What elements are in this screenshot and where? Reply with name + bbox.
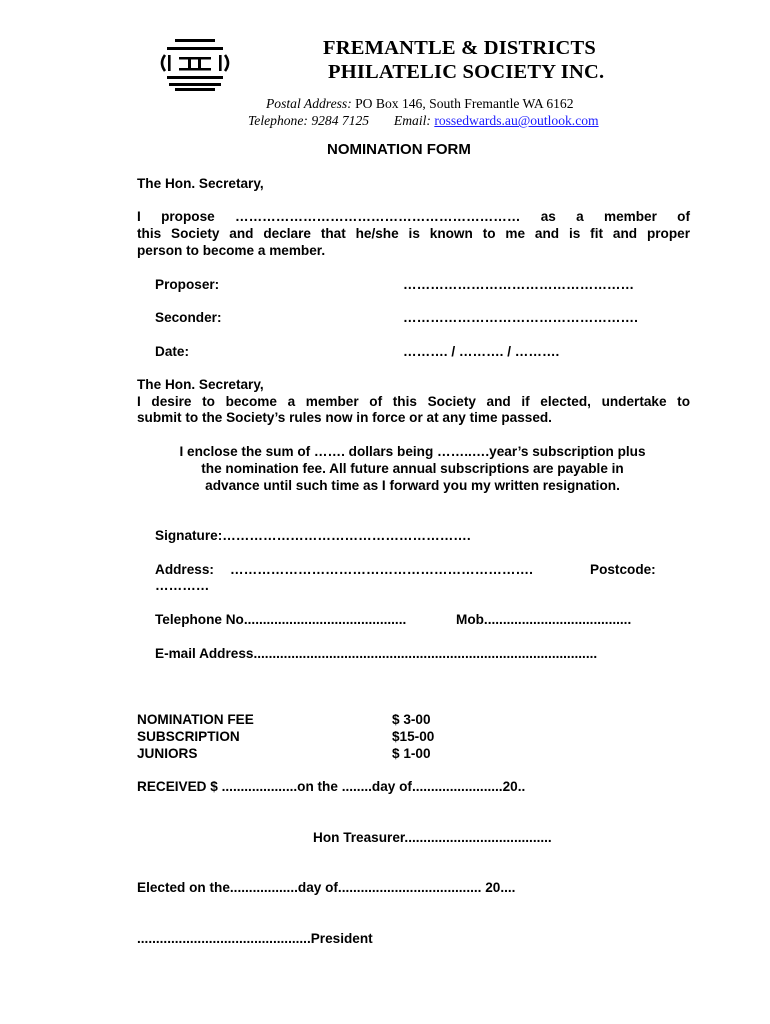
telephone-value: 9284 7125 [311,113,370,128]
salutation-2: The Hon. Secretary, [137,377,264,392]
proposer-label: Proposer: [155,277,220,292]
society-logo [155,37,235,93]
treasurer-line[interactable]: Hon Treasurer....................................... [313,830,552,845]
email-link[interactable]: rossedwards.au@outlook.com [434,113,599,128]
president-line[interactable]: ..............................................President [137,931,373,946]
address-label: Address: [155,562,214,577]
contact-line [248,113,599,129]
postal-label: Postal Address: [266,96,352,111]
telephone-field[interactable]: Telephone No........................................... [155,612,407,627]
org-name-line2: PHILATELIC SOCIETY INC. [328,61,605,83]
logo-graphic [155,37,235,93]
propose-line-1: I propose ……………………………………………………… as a member of [137,209,690,224]
proposer-field[interactable]: …………………………………………… [403,277,635,292]
telephone-label: Telephone: [248,113,308,128]
fee-label: JUNIORS [137,746,198,761]
email-label: Email: [393,113,431,128]
propose-line-2: this Society and declare that he/she is known to me and is fit and proper [137,226,690,241]
desire-line-1: I desire to become a member of this Society and if elected, undertake to [137,394,690,409]
seconder-label: Seconder: [155,310,222,325]
address-field[interactable]: …………………………………………………………. [230,562,533,577]
salutation-1: The Hon. Secretary, [137,176,264,191]
elected-line[interactable]: Elected on the..................day of...................................... 20.... [137,880,516,895]
fee-amount: $ 1-00 [392,746,431,761]
date-field[interactable]: ………. / ………. / ………. [403,344,560,359]
org-name-line1: FREMANTLE & DISTRICTS [323,37,597,59]
mob-field[interactable]: Mob....................................... [456,612,632,627]
postcode-label: Postcode: [590,562,656,577]
fee-label: SUBSCRIPTION [137,729,240,744]
fee-label: NOMINATION FEE [137,712,254,727]
email-field[interactable]: E-mail Address........................................................................................... [155,646,598,661]
desire-line-2: submit to the Society’s rules now in force or at any time passed. [137,410,552,425]
fee-amount: $15-00 [392,729,435,744]
received-line[interactable]: RECEIVED $ ....................on the ........day of........................20.. [137,779,526,794]
fee-amount: $ 3-00 [392,712,431,727]
enclose-line-3: advance until such time as I forward you my written resignation. [205,478,620,493]
signature-field[interactable]: Signature:………………………………………………. [155,528,471,543]
propose-line-3: person to become a member. [137,243,326,258]
postcode-field[interactable]: ………… [155,578,210,593]
enclose-line-2: the nomination fee. All future annual subscriptions are payable in [201,461,624,476]
postal-address [266,96,574,112]
enclose-line-1: I enclose the sum of ……. dollars being ……..….year’s subscription plus [179,444,646,459]
postal-value: PO Box 146, South Fremantle WA 6162 [355,96,574,111]
form-title: NOMINATION FORM [327,141,471,158]
seconder-field[interactable]: ……………………………………………. [403,310,638,325]
date-label: Date: [155,344,189,359]
